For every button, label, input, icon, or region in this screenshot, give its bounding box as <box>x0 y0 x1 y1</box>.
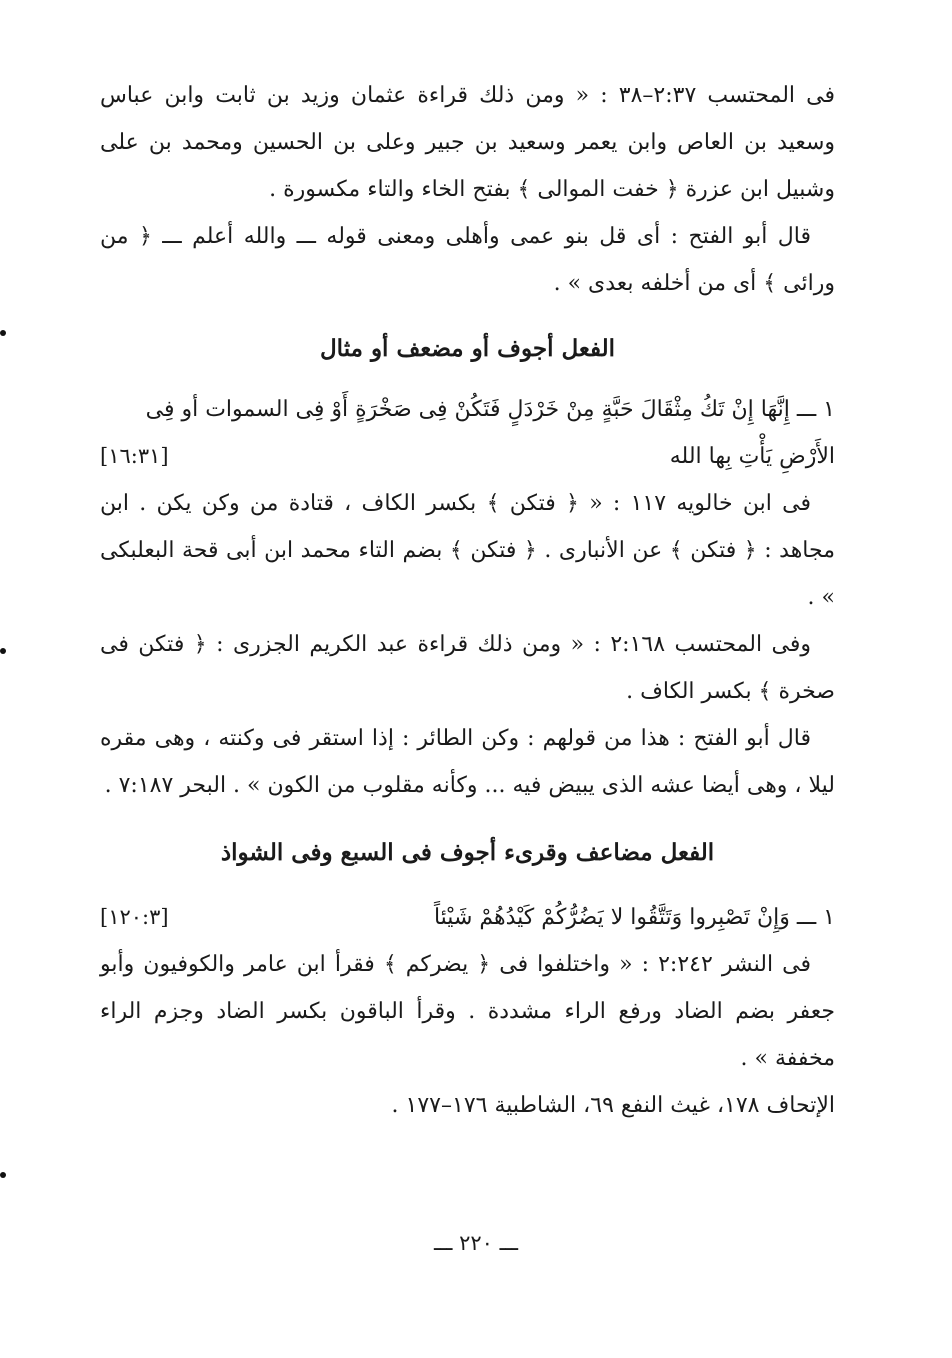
paragraph: فى النشر ٢:٢٤٢ : « واختلفوا فى ﴿ يضركم ﴾ فقرأ ابن عامر والكوفيون وأبو جعفر بضم الضاد ورفع الراء مشددة . وقرأ الباقون بكسر الضاد وجزم الراء مخففة » . <box>100 952 835 1071</box>
paragraph: وفى المحتسب ٢:١٦٨ : « ومن ذلك قراءة عبد الكريم الجزرى : ﴿ فتكن فى صخرة ﴾ بكسر الكاف . <box>100 632 835 704</box>
page-number: ـــ ٢٢٠ ـــ <box>433 1231 519 1255</box>
verse-reference: [١٢٠:٣] <box>100 905 169 929</box>
margin-dot-mark <box>0 648 6 654</box>
quran-verse-line: ١ ـــ إِنَّهَا إِنْ تَكُ مِثْقَالَ حَبَّةٍ مِنْ خَرْدَلٍ فَتَكُنْ فِى صَخْرَةٍ أَوْ فِى السموات أو فِى <box>145 397 835 422</box>
margin-dot-mark <box>0 330 6 336</box>
section-1 <box>100 386 835 809</box>
paragraph: قال أبو الفتح : هذا من قولهم : وكن الطائر : إذا استقر فى وكنته ، وهى مقره ليلا ، وهى أيضا عشه الذى يبيض فيه ... وكأنه مقلوب من الكون » . البحر ٧:١٨٧ . <box>100 726 835 798</box>
verse-text: الأَرْضِ يَأْتِ بِها الله <box>669 444 835 469</box>
verse-reference: [١٦:٣١] <box>100 444 169 468</box>
section-heading: الفعل أجوف أو مضعف أو مثال <box>319 335 616 362</box>
paragraph: فى ابن خالويه ١١٧ : « ﴿ فتكن ﴾ بكسر الكاف ، قتادة من وكن يكن . ابن مجاهد : ﴿ فتكن ﴾ عن الأنبارى . ﴿ فتكن ﴾ بضم التاء محمد ابن أبى قحة البعلبكى » . <box>100 491 835 610</box>
paragraph: فى المحتسب ٢:٣٧–٣٨ : « ومن ذلك قراءة عثمان وزيد بن ثابت وابن عباس وسعيد بن العاص وابن يعمر وسعيد بن جبير وعلى بن الحسين ومحمد بن على وشبيل ابن عزرة ﴿ خفت الموالى ﴾ بفتح الخاء والتاء مكسورة . <box>100 83 835 202</box>
page-body <box>100 72 835 1129</box>
paragraph: قال أبو الفتح : أى قل بنو عمى وأهلى ومعنى قوله ـــ والله أعلم ـــ ﴿ من ورائى ﴾ أى من أخلفه بعدى » . <box>100 224 835 296</box>
paragraph: الإتحاف ١٧٨، غيث النفع ٦٩، الشاطبية ١٧٦–١٧٧ . <box>391 1093 835 1118</box>
quran-verse-line <box>100 894 835 941</box>
section-heading: الفعل مضاعف وقرىء أجوف فى السبع وفى الشواذ <box>220 839 715 866</box>
verse-text: ١ ـــ وَإِنْ تَصْبِروا وَتَتَّقُوا لا يَضُرُّكُمْ كَيْدُهُمْ شَيْئاً <box>433 905 835 930</box>
section-2 <box>100 894 835 1129</box>
margin-dot-mark <box>0 1172 6 1178</box>
quran-verse-line <box>100 433 835 480</box>
